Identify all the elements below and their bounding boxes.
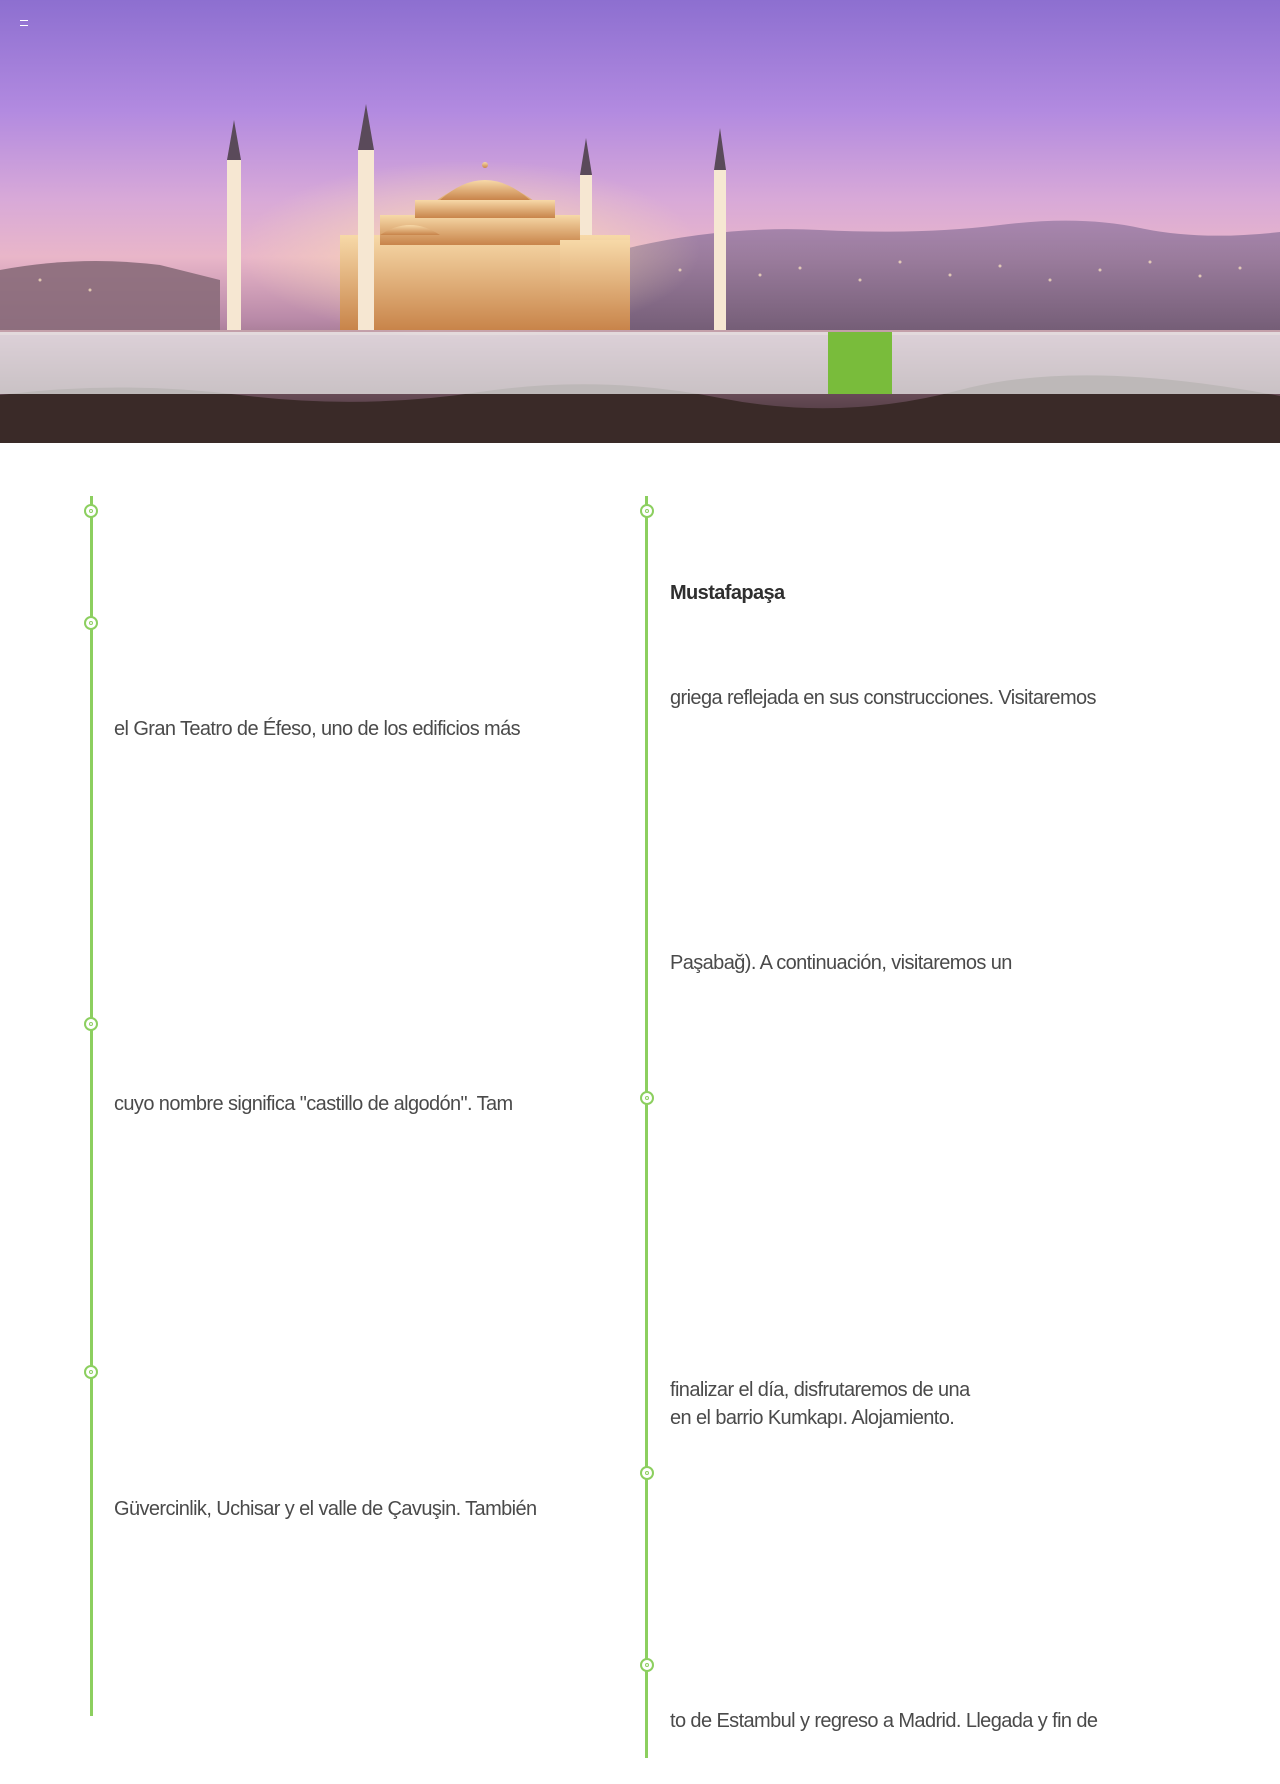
- itinerary-text: en el barrio Kumkapı. Alojamiento.: [670, 1407, 955, 1429]
- timeline-dot: [640, 1466, 654, 1480]
- itinerary-heading: Mustafapaşa: [670, 582, 785, 604]
- itinerary-text: Güvercinlik, Uchisar y el valle de Çavuşin. También: [114, 1498, 537, 1520]
- itinerary-text: to de Estambul y regreso a Madrid. Llegada y fin de: [670, 1710, 1098, 1732]
- menu-icon: [20, 20, 28, 26]
- itinerary-text: Paşabağ). A continuación, visitaremos un: [670, 952, 1012, 974]
- timeline-dot: [640, 1091, 654, 1105]
- timeline-dot: [84, 1365, 98, 1379]
- right-timeline-line: [645, 496, 648, 1758]
- left-timeline-line: [90, 496, 93, 1716]
- title-band-accent: [828, 332, 892, 394]
- timeline-dot: [84, 1017, 98, 1031]
- timeline-dot: [84, 616, 98, 630]
- itinerary-text: cuyo nombre significa "castillo de algodón". Tam: [114, 1093, 513, 1115]
- timeline-dot: [84, 504, 98, 518]
- itinerary-text: finalizar el día, disfrutaremos de una: [670, 1379, 970, 1401]
- itinerary-text: el Gran Teatro de Éfeso, uno de los edificios más: [114, 718, 521, 740]
- timeline-dot: [640, 504, 654, 518]
- title-band: [0, 332, 1280, 394]
- timeline-dot: [640, 1658, 654, 1672]
- itinerary-text: griega reflejada en sus construcciones. Visitaremos: [670, 687, 1096, 709]
